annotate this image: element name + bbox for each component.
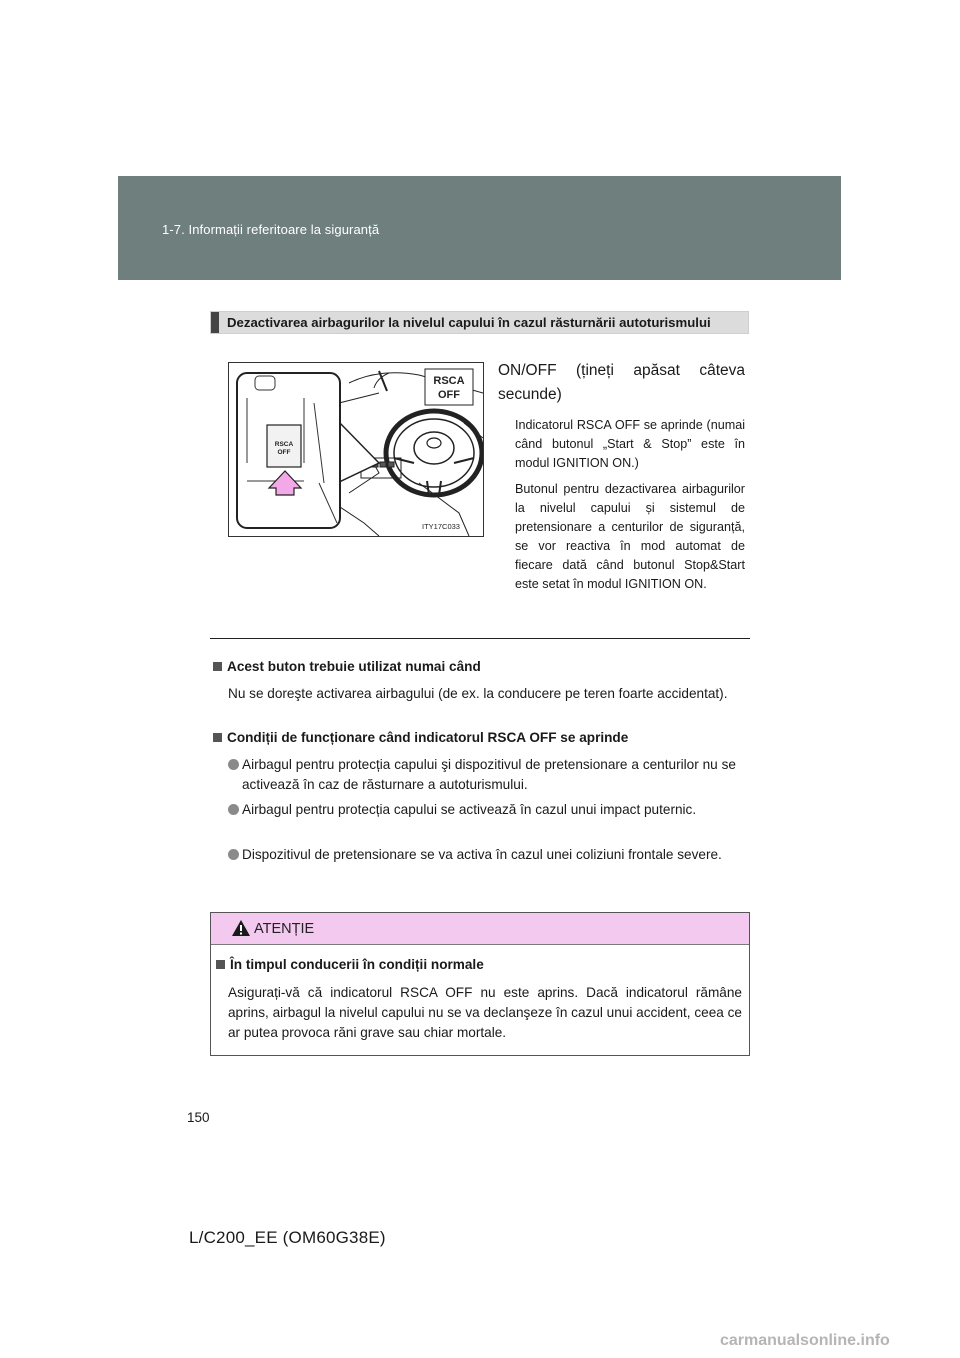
section-title-bar [210, 311, 749, 334]
section-title: Dezactivarea airbagurilor la nivelul capului în cazul răsturnării autoturismului [227, 315, 711, 330]
inset-label-line2: OFF [277, 449, 291, 456]
note-heading-2: Condiții de funcționare când indicatorul RSCA OFF se aprinde [213, 730, 628, 745]
watermark: carmanualsonline.info [720, 1332, 890, 1349]
breadcrumb: 1-7. Informații referitoare la siguranță [162, 222, 380, 237]
procedure-note-1: Indicatorul RSCA OFF se aprinde (numai când butonul „Start & Stop” este în modul IGNITION ON.) [515, 418, 745, 470]
dashboard-illustration [228, 362, 484, 537]
square-bullet-icon [216, 960, 225, 969]
round-bullet-icon [228, 804, 239, 815]
button-label-line2: OFF [438, 389, 460, 401]
section-marker [211, 312, 219, 333]
caution-text: Asigurați-vă că indicatorul RSCA OFF nu este aprins. Dacă indicatorul rămâne aprins, airbagul la nivelul capului nu se va declanşeze în cazul unui accident, ceea ce ar putea provoca răni grave sau chiar mortale. [228, 985, 742, 1040]
caution-box [210, 912, 750, 1056]
caution-header [211, 913, 749, 945]
procedure-note-2: Butonul pentru dezactivarea airbagurilor la nivelul capului și sistemul de pretensionare a centurilor de siguranță, se vor reactiva în mod automat de fiecare dată când butonul Stop&Start este setat în modul IGNITION ON. [515, 482, 745, 591]
figure-code: ITY17C033 [422, 522, 460, 531]
note-heading-1: Acest buton trebuie utilizat numai când [213, 659, 481, 674]
button-label-line1: RSCA [433, 375, 465, 387]
caution-label: ATENȚIE [254, 921, 315, 937]
page-number: 150 [187, 1110, 210, 1125]
document-code: L/C200_EE (OM60G38E) [189, 1228, 386, 1247]
steering-wheel-shape [386, 411, 482, 495]
list-item: Airbagul pentru protecția capului şi dispozitivul de pretensionare a centurilor nu se activează în caz de răsturnare a autoturismului. [228, 755, 736, 795]
list-item: Airbagul pentru protecția capului se activează în cazul unui impact puternic. [228, 800, 736, 820]
note-paragraph-1: Nu se doreşte activarea airbagului (de ex. la conducere pe teren foarte accidentat). [228, 686, 728, 701]
header-band [118, 176, 841, 280]
inset-label-line1: RSCA [274, 441, 294, 448]
square-bullet-icon [213, 662, 222, 671]
round-bullet-icon [228, 849, 239, 860]
list-item: Dispozitivul de pretensionare se va activa în cazul unei coliziuni frontale severe. [228, 845, 736, 865]
procedure-heading: ON/OFF (țineți apăsat câteva secunde) [498, 362, 745, 403]
warning-triangle-icon [231, 919, 251, 937]
caution-heading: În timpul conducerii în condiții normale [216, 957, 484, 972]
square-bullet-icon [213, 733, 222, 742]
round-bullet-icon [228, 759, 239, 770]
divider [210, 638, 750, 639]
